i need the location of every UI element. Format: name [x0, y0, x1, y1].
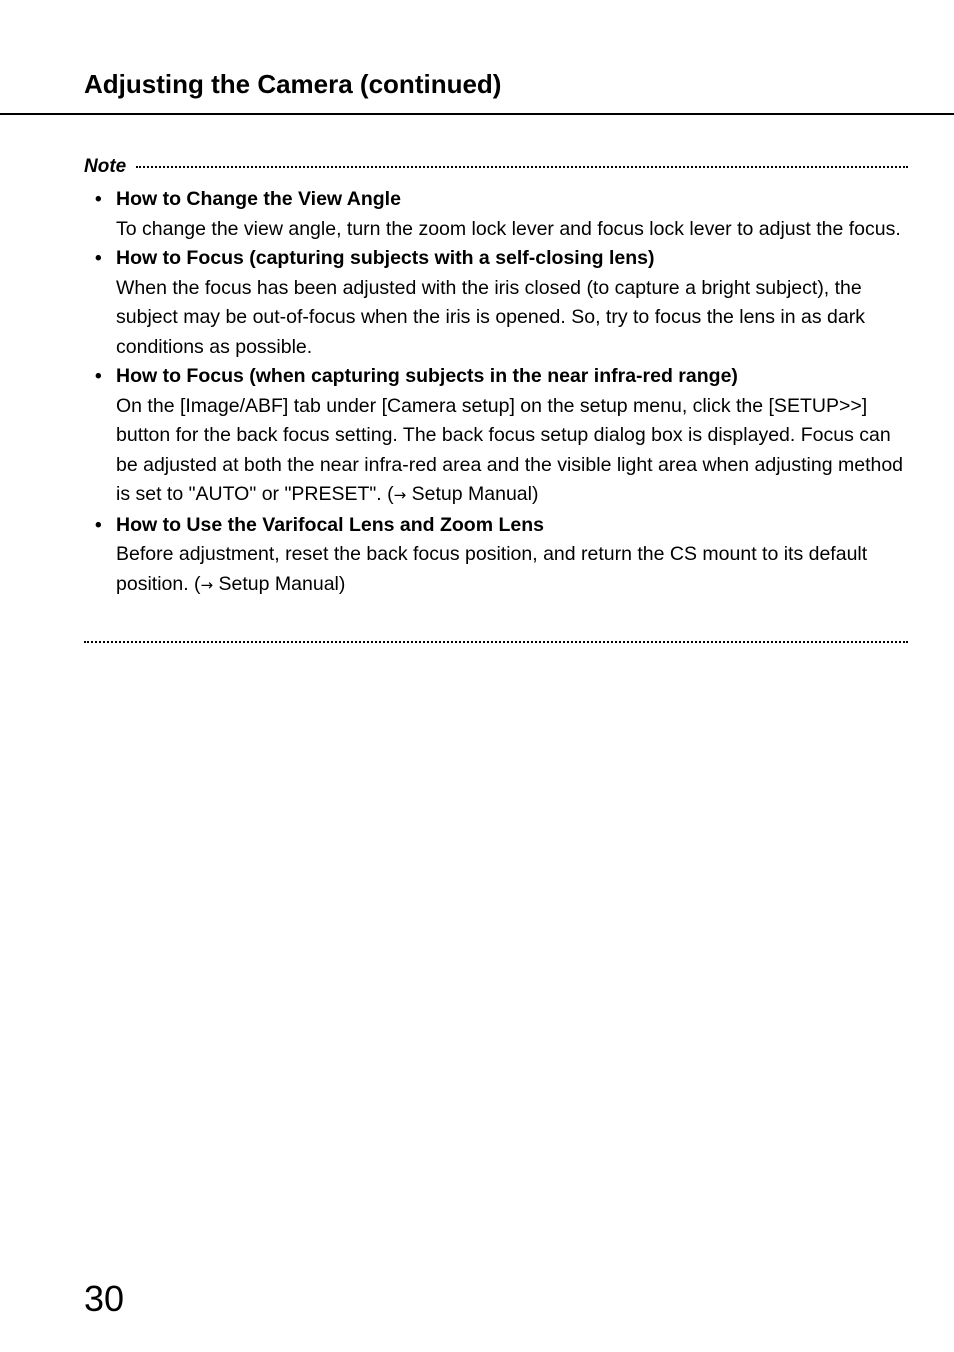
bullet-icon: • [95, 514, 102, 536]
note-top-dotted-rule [136, 166, 908, 168]
bullet-icon: • [95, 366, 102, 387]
note-item-view-angle [84, 185, 908, 244]
note-item-body [116, 215, 908, 245]
note-item-body [116, 540, 908, 600]
note-bottom-dotted-rule [84, 641, 908, 643]
note-item-heading: How to Change the View Angle [116, 188, 401, 210]
note-item-heading: How to Use the Varifocal Lens and Zoom Lens [116, 513, 544, 536]
bullet-icon: • [95, 189, 102, 210]
title-divider [0, 113, 954, 115]
note-item-varifocal-lens [84, 511, 908, 601]
note-item-heading: How to Focus (capturing subjects with a self-closing lens) [116, 247, 655, 269]
note-item-text: To change the view angle, turn the zoom lock lever and focus lock lever to adjust the focus. [116, 217, 901, 240]
note-item-text: Before adjustment, reset the back focus position, and return the CS mount to its default position. ( [116, 543, 868, 595]
page-title: Adjusting the Camera (continued) [84, 69, 502, 99]
note-item-body [116, 274, 908, 363]
page-number: 30 [84, 1278, 125, 1319]
note-label: Note [84, 156, 127, 177]
note-item-self-closing-lens [84, 244, 908, 362]
note-list [84, 185, 908, 600]
arrow-right-icon: → [393, 486, 407, 504]
note-item-text: On the [Image/ABF] tab under [Camera setup] on the setup menu, click the [SETUP>>] button for the back focus setting. The back focus setup dialog box is displayed. Focus can be adjusted at both the near infra-red area and the visible light area when adjusting method is set to "AUTO" or "PRESET". ( [116, 394, 904, 505]
note-item-near-infrared [84, 362, 908, 511]
setup-manual-reference: Setup Manual) [213, 572, 346, 595]
arrow-right-icon: → [200, 575, 214, 594]
note-header [84, 155, 908, 179]
setup-manual-reference: Setup Manual) [406, 483, 539, 505]
note-item-body [116, 392, 908, 511]
note-item-text: When the focus has been adjusted with the iris closed (to capture a bright subject), the subject may be out-of-focus when the iris is opened. So, try to focus the lens in as dark conditions as possible. [116, 276, 865, 358]
note-item-heading: How to Focus (when capturing subjects in the near infra-red range) [116, 365, 738, 387]
bullet-icon: • [95, 248, 102, 269]
